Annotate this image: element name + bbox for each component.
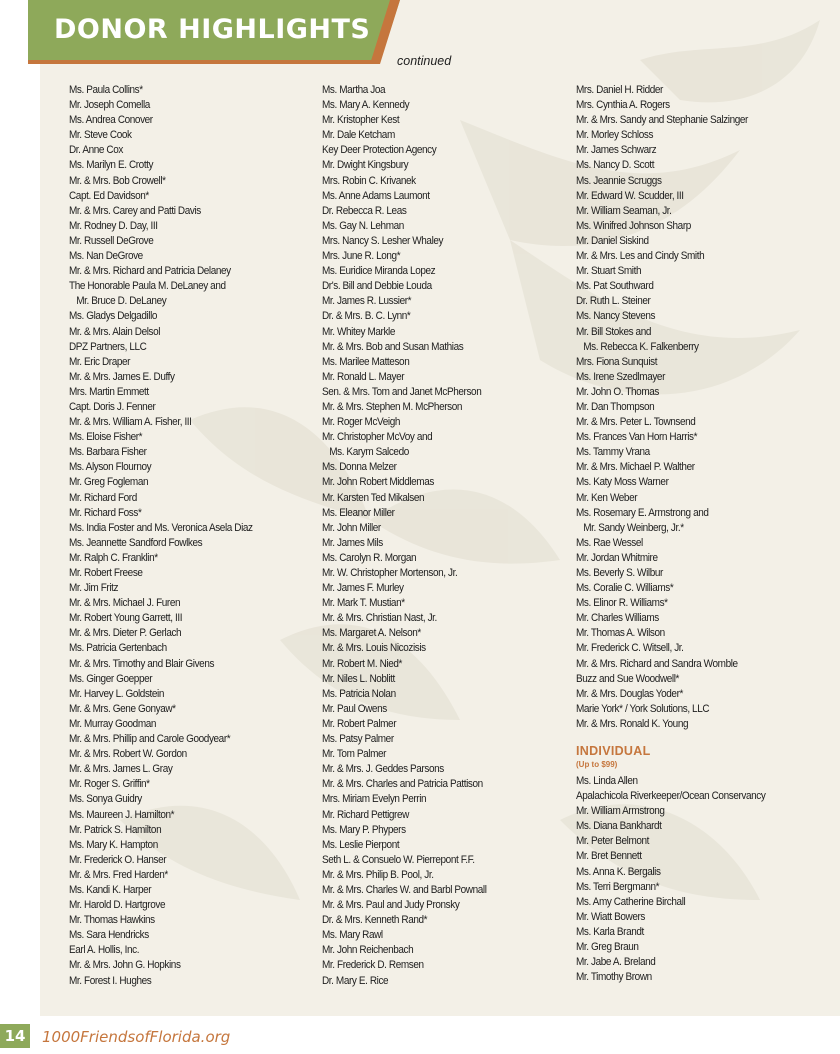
donor-name: Mr. John Robert Middlemas (322, 476, 434, 489)
donor-name: Mr. James Schwarz (576, 144, 657, 157)
donor-name: Mr. Steve Cook (69, 129, 132, 142)
donor-column-1 (69, 83, 273, 989)
donor-name: Mr. Karsten Ted Mikalsen (322, 491, 425, 504)
section-subheading-individual: (Up to $99) (576, 760, 618, 769)
donor-name: Mr. & Mrs. Alain Delsol (69, 325, 161, 338)
donor-name: Ms. Irene Szedlmayer (576, 370, 666, 383)
donor-name: Mrs. Nancy S. Lesher Whaley (322, 234, 444, 247)
donor-name: Mr. & Mrs. Peter L. Townsend (576, 416, 696, 429)
donor-name: Ms. Sara Hendricks (69, 929, 149, 942)
donor-name: Mr. Harvey L. Goldstein (69, 687, 165, 700)
donor-name: Mr. John O. Thomas (576, 385, 659, 398)
donor-name: Mr. Paul Owens (322, 702, 387, 715)
donor-name: Mr. & Mrs. Bob Crowell* (69, 174, 166, 187)
donor-name: Mr. & Mrs. Phillip and Carole Goodyear* (69, 733, 231, 746)
donor-name: Mrs. Cynthia A. Rogers (576, 99, 670, 112)
donor-name: Ms. Margaret A. Nelson* (322, 627, 421, 640)
donor-name: Ms. Elinor R. Williams* (576, 597, 668, 610)
donor-name: Ms. Winifred Johnson Sharp (576, 219, 691, 232)
donor-name: Mr. Jim Fritz (69, 582, 119, 595)
donor-name: Ms. Amy Catherine Birchall (576, 895, 686, 908)
donor-name: Mr. & Mrs. Ronald K. Young (576, 717, 689, 730)
donor-name: Mr. & Mrs. Charles and Patricia Pattison (322, 778, 483, 791)
donor-name: Mr. & Mrs. Timothy and Blair Givens (69, 657, 215, 670)
donor-name: Ms. Rosemary E. Armstrong and (576, 506, 709, 519)
donor-name: Mr. Joseph Comella (69, 99, 150, 112)
donor-name: Ms. Marilyn E. Crotty (69, 159, 154, 172)
donor-name: Key Deer Protection Agency (322, 144, 437, 157)
header-banner (28, 0, 400, 64)
donor-name: Mr. W. Christopher Mortenson, Jr. (322, 567, 458, 579)
donor-name: Ms. Tammy Vrana (576, 446, 650, 459)
donor-name: Ms. Carolyn R. Morgan (322, 551, 417, 564)
donor-name: Mr. & Mrs. Christian Nast, Jr. (322, 612, 437, 625)
donor-name: Mr. Charles Williams (576, 612, 659, 625)
donor-name: Mr. & Mrs. Robert W. Gordon (69, 748, 187, 761)
donor-name: Apalachicola Riverkeeper/Ocean Conservancy (576, 790, 766, 803)
donor-name: Mr. Richard Foss* (69, 506, 142, 519)
donor-name: Ms. Kandi K. Harper (69, 883, 152, 896)
donor-name: Mr. Timothy Brown (576, 971, 652, 984)
donor-name: Mr. & Mrs. Sandy and Stephanie Salzinger (576, 114, 748, 127)
donor-name: Mr. & Mrs. Philip B. Pool, Jr. (322, 868, 434, 881)
donor-name: Ms. Karla Brandt (576, 925, 644, 938)
donor-name: Capt. Doris J. Fenner (69, 400, 156, 413)
donor-name: Mr. Murray Goodman (69, 717, 157, 730)
donor-name: Capt. Ed Davidson* (69, 189, 149, 202)
donor-name: Mr. Rodney D. Day, III (69, 219, 158, 232)
donor-name: Mr. Eric Draper (69, 355, 131, 368)
donor-name: Mr. Frederick D. Remsen (322, 959, 424, 972)
page-number: 14 (0, 1024, 30, 1048)
donor-name: Mr. Frederick O. Hanser (69, 853, 167, 866)
donor-name: Mrs. Fiona Sunquist (576, 355, 658, 368)
donor-name: Ms. Gladys Delgadillo (69, 310, 158, 323)
donor-name: Mr. & Mrs. Louis Nicozisis (322, 642, 426, 655)
donor-name: Ms. Andrea Conover (69, 114, 153, 127)
donor-name: Buzz and Sue Woodwell* (576, 672, 680, 685)
donor-name: Dr. Rebecca R. Leas (322, 204, 407, 217)
donor-name: Mr. & Mrs. Fred Harden* (69, 868, 168, 881)
donor-name: Dr. & Mrs. B. C. Lynn* (322, 310, 411, 323)
donor-column-3 (576, 83, 767, 732)
donor-name: Mr. Greg Fogleman (69, 476, 149, 489)
donor-name: Mr. & Mrs. Paul and Judy Pronsky (322, 899, 460, 912)
donor-name: Ms. Nancy Stevens (576, 310, 656, 323)
donor-name: Mr. James Mils (322, 536, 383, 549)
donor-name: Ms. Beverly S. Wilbur (576, 567, 663, 579)
donor-name: Seth L. & Consuelo W. Pierrepont F.F. (322, 853, 475, 866)
donor-name: Mr. & Mrs. James L. Gray (69, 763, 173, 776)
donor-name: Mr. John Reichenbach (322, 944, 414, 957)
donor-name: Ms. Eloise Fisher* (69, 431, 143, 444)
donor-name: Dr's. Bill and Debbie Louda (322, 280, 432, 293)
donor-name: Dr. Ruth L. Steiner (576, 295, 651, 308)
donor-name: Ms. Alyson Flournoy (69, 461, 152, 474)
donor-name: Ms. Euridice Miranda Lopez (322, 265, 436, 278)
donor-name: Mr. Harold D. Hartgrove (69, 899, 166, 912)
donor-name: Mr. Jordan Whitmire (576, 551, 658, 564)
donor-name: Ms. Linda Allen (576, 775, 638, 787)
donor-name: Mrs. Miriam Evelyn Perrin (322, 793, 427, 806)
donor-name: Mrs. Robin C. Krivanek (322, 174, 416, 187)
donor-name: Mr. Jabe A. Breland (576, 956, 656, 969)
donor-name: Ms. Coralie C. Williams* (576, 582, 674, 595)
donor-name: Mr. Ronald L. Mayer (322, 370, 405, 383)
donor-name: Mr. & Mrs. Dieter P. Gerlach (69, 627, 182, 640)
donor-name: Ms. Nan DeGrove (69, 250, 143, 263)
donor-name: Ms. Paula Collins* (69, 84, 143, 96)
donor-name: Ms. Rae Wessel (576, 536, 643, 549)
donor-name: Ms. Terri Bergmann* (576, 880, 660, 893)
donor-name: Ms. Patricia Nolan (322, 687, 396, 700)
donor-name: Mr. Niles L. Noblitt (322, 672, 395, 685)
donor-name: Mr. Robert Young Garrett, III (69, 612, 183, 625)
donor-name: Mr. & Mrs. Carey and Patti Davis (69, 204, 201, 217)
donor-name: Mr. Thomas Hawkins (69, 914, 155, 927)
donor-name: Ms. Eleanor Miller (322, 506, 395, 519)
donor-name: Mr. Peter Belmont (576, 835, 650, 848)
donor-name: Ms. Mary A. Kennedy (322, 99, 410, 112)
donor-name: Mr. Roger S. Griffin* (69, 778, 150, 791)
donor-name: The Honorable Paula M. DeLaney and (69, 280, 226, 293)
donor-name: Marie York* / York Solutions, LLC (576, 702, 710, 715)
section-heading-individual: INDIVIDUAL (576, 744, 651, 758)
donor-name: Earl A. Hollis, Inc. (69, 944, 140, 957)
donor-name: Mr. Tom Palmer (322, 748, 387, 761)
donor-name: Ms. Mary K. Hampton (69, 838, 158, 851)
donor-name: Ms. Nancy D. Scott (576, 159, 655, 172)
donor-name: Mr. & Mrs. Charles W. and Barbl Pownall (322, 883, 487, 896)
donor-name: Mr. Thomas A. Wilson (576, 627, 665, 640)
donor-name: Mr. Dan Thompson (576, 400, 655, 413)
donor-name: Mr. Daniel Siskind (576, 234, 649, 247)
donor-name: Mr. Dwight Kingsbury (322, 159, 409, 172)
donor-name: Ms. Martha Joa (322, 84, 386, 96)
donor-name: Ms. Marilee Matteson (322, 355, 410, 368)
donor-name: Mr. Robert Freese (69, 567, 143, 579)
continued-label: continued (397, 54, 452, 68)
donor-name: Mr. Bret Bennett (576, 850, 642, 863)
donor-name: Ms. Mary Rawl (322, 929, 383, 942)
donor-name: DPZ Partners, LLC (69, 340, 147, 353)
donor-name: Ms. Jeannie Scruggs (576, 174, 662, 187)
donor-name: Mr. Whitey Markle (322, 325, 396, 338)
donor-name: Mr. Sandy Weinberg, Jr.* (583, 521, 684, 534)
donor-name: Mr. Robert M. Nied* (322, 657, 402, 670)
donor-name: Mr. & Mrs. Les and Cindy Smith (576, 250, 705, 263)
donor-name: Mr. & Mrs. William A. Fisher, III (69, 416, 192, 429)
donor-name: Mr. Richard Pettigrew (322, 808, 409, 821)
donor-name: Mr. James R. Lussier* (322, 295, 412, 308)
donor-column-2 (322, 83, 505, 989)
donor-column-individual (576, 774, 787, 985)
donor-name: Ms. Mary P. Phypers (322, 823, 406, 836)
donor-name: Mr. & Mrs. James E. Duffy (69, 370, 175, 383)
donor-name: Ms. Patricia Gertenbach (69, 642, 167, 655)
donor-name: Ms. Rebecca K. Falkenberry (583, 340, 699, 353)
donor-name: Ms. Katy Moss Warner (576, 476, 669, 489)
donor-name: Mr. Bill Stokes and (576, 325, 651, 338)
page-title: DONOR HIGHLIGHTS (54, 14, 371, 45)
donor-name: Mr. Richard Ford (69, 491, 137, 504)
donor-name: Mr. John Miller (322, 521, 381, 534)
donor-name: Mr. Morley Schloss (576, 129, 654, 142)
donor-name: Mr. Frederick C. Witsell, Jr. (576, 642, 684, 655)
donor-name: Mr. & Mrs. Douglas Yoder* (576, 687, 683, 700)
donor-name: Mrs. Daniel H. Ridder (576, 84, 663, 96)
donor-name: Mr. Patrick S. Hamilton (69, 823, 162, 836)
donor-name: Ms. Diana Bankhardt (576, 820, 662, 833)
donor-name: Mr. Edward W. Scudder, III (576, 189, 684, 202)
donor-name: Mr. & Mrs. Stephen M. McPherson (322, 400, 463, 413)
donor-name: Mr. & Mrs. J. Geddes Parsons (322, 763, 444, 776)
donor-name: Mr. William Seaman, Jr. (576, 204, 672, 217)
donor-name: Mrs. Martin Emmett (69, 385, 149, 398)
donor-name: Mr. Greg Braun (576, 941, 639, 954)
donor-name: Sen. & Mrs. Tom and Janet McPherson (322, 385, 482, 398)
donor-name: Ms. Leslie Pierpont (322, 838, 400, 851)
donor-name: Mr. Ralph C. Franklin* (69, 551, 158, 564)
donor-name: Mrs. June R. Long* (322, 250, 401, 263)
donor-name: Ms. Jeannette Sandford Fowlkes (69, 536, 203, 549)
donor-name: Ms. Pat Southward (576, 280, 654, 293)
donor-name: Mr. & Mrs. John G. Hopkins (69, 959, 181, 972)
donor-name: Ms. Donna Melzer (322, 461, 397, 474)
donor-name: Mr. & Mrs. Michael J. Furen (69, 597, 181, 610)
donor-name: Mr. Forest I. Hughes (69, 974, 152, 987)
donor-name: Mr. & Mrs. Richard and Sandra Womble (576, 657, 738, 670)
donor-name: Mr. Roger McVeigh (322, 416, 401, 429)
donor-name: Mr. & Mrs. Gene Gonyaw* (69, 702, 176, 715)
donor-name: Mr. Mark T. Mustian* (322, 597, 405, 610)
donor-name: Mr. Wiatt Bowers (576, 910, 645, 923)
donor-name: Ms. Frances Van Horn Harris* (576, 431, 698, 444)
donor-name: Ms. Ginger Goepper (69, 672, 153, 685)
donor-name: Mr. Christopher McVoy and (322, 431, 433, 444)
footer-url: 1000FriendsofFlorida.org (42, 1028, 231, 1046)
donor-name: Mr. James F. Murley (322, 582, 404, 595)
donor-name: Ms. Maureen J. Hamilton* (69, 808, 175, 821)
donor-name: Mr. Bruce D. DeLaney (76, 295, 167, 308)
donor-name: Mr. & Mrs. Michael P. Walther (576, 461, 695, 474)
donor-name: Ms. Gay N. Lehman (322, 219, 404, 232)
donor-name: Mr. William Armstrong (576, 805, 665, 818)
donor-name: Mr. Ken Weber (576, 491, 638, 504)
donor-name: Mr. & Mrs. Bob and Susan Mathias (322, 340, 464, 353)
donor-name: Dr. Mary E. Rice (322, 974, 389, 987)
donor-name: Ms. India Foster and Ms. Veronica Asela Diaz (69, 521, 253, 534)
donor-name: Ms. Anna K. Bergalis (576, 865, 661, 878)
donor-name: Ms. Patsy Palmer (322, 733, 394, 746)
donor-name: Dr. & Mrs. Kenneth Rand* (322, 914, 428, 927)
donor-name: Ms. Barbara Fisher (69, 446, 147, 459)
donor-name: Mr. & Mrs. Richard and Patricia Delaney (69, 265, 231, 278)
donor-name: Ms. Karym Salcedo (329, 446, 409, 459)
donor-name: Dr. Anne Cox (69, 144, 123, 157)
donor-name: Mr. Robert Palmer (322, 717, 397, 730)
donor-name: Mr. Kristopher Kest (322, 114, 400, 127)
donor-name: Mr. Russell DeGrove (69, 234, 154, 247)
donor-name: Mr. Stuart Smith (576, 265, 642, 278)
donor-name: Mr. Dale Ketcham (322, 129, 395, 142)
donor-name: Ms. Anne Adams Laumont (322, 189, 430, 202)
donor-name: Ms. Sonya Guidry (69, 793, 142, 806)
